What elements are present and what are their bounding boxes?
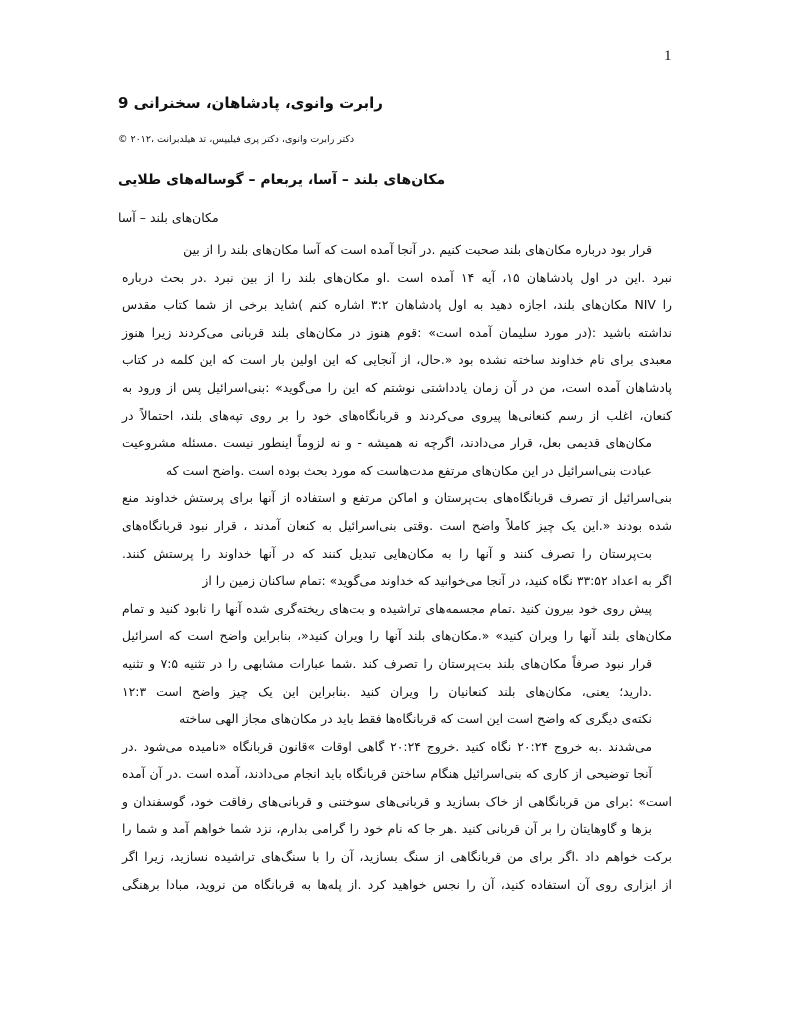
text-line: کنعان، اغلب از رسم کنعانی‌ها پیروی می‌کردند و قربانگاه‌های خود را بر روی تپه‌های بلند، احتمالاً در: [122, 407, 672, 423]
text-line: .دارید؛ یعنی، مکان‌های بلند کنعانیان را ویران کنید .بنابراین این یک چیز واضح است ۱۲:۳: [122, 683, 652, 699]
text-line: آنجا توضیحی از کاری که بنی‌اسرائیل هنگام ساختن قربانگاه باید انجام می‌دادند، آمده است .در آن آمده: [122, 766, 652, 782]
text-line: بزها و گاوهایتان را بر آن قربانی کنید .هر جا که نام خود را گرامی بدارم، نزد شما خواهم آمد و شما را: [122, 821, 652, 837]
page-number: 1: [664, 48, 672, 64]
text-line: می‌شدند .به خروج ۲۰:۲۴ نگاه کنید .خروج ۲۰:۲۴ گاهی اوقات »قانون قربانگاه «نامیده می‌شود .در: [122, 738, 652, 754]
text-line: برکت خواهم داد .اگر برای من قربانگاهی از سنگ بسازید، آن را با سنگ‌های تراشیده نسازید، زیرا اگر: [122, 849, 672, 865]
text-line: اگر به اعداد ۳۳:۵۲ نگاه کنید، در آنجا می‌خوانید که خداوند می‌گوید» :تمام ساکنان زمین را از: [202, 573, 672, 589]
document-title-text: رابرت وانوی، پادشاهان، سخنرانی 9: [118, 94, 383, 112]
text-line: مکان‌های قدیمی بعل، قرار می‌دادند، اگرچه نه همیشه - و نه لزوماً اینطور نیست .مسئله مشروعیت: [122, 435, 652, 451]
text-line: شده بودند «.این یک چیز کاملاً واضح است .وقتی بنی‌اسرائیل به کنعان آمدند ، قرار نبود قربانگاه‌های: [122, 517, 672, 533]
text-line: مکان‌های بلند آنها را ویران کنید» «.مکان‌های بلند آنها را ویران کنید«، بنابراین واضح است که اسرائیل: [122, 628, 672, 644]
document-title: [118, 94, 678, 112]
text-line: بت‌پرستان را تصرف کنند و آنها را به مکان‌هایی تبدیل کنند که در آنها خداوند را پرستش کنند.: [122, 545, 652, 561]
text-line: نبرد .این در اول پادشاهان ۱۵، آیه ۱۴ آمده است .او مکان‌های بلند را از بین نبرد .در بحث درباره: [122, 269, 672, 285]
section-heading: مکان‌های بلند – آسا: [118, 210, 219, 225]
text-line: قرار بود درباره مکان‌های بلند صحبت کنیم .در آنجا آمده است که آسا مکان‌های بلند را از بین: [183, 242, 652, 257]
text-line: پیش روی خود بیرون کنید .تمام مجسمه‌های تراشیده و بت‌های ریخته‌گری شده آنها را نابود کنید و تمام: [122, 600, 652, 616]
copyright-line: دکتر رابرت وانوی، دکتر پری فیلیپس، تد هیلدبرانت ،۲۰۱۲ ©: [118, 134, 355, 145]
text-line: بنی‌اسرائیل از تصرف قربانگاه‌های بت‌پرستان و اماکن مرتفع و استفاده از آنها برای پرستش خداوند منع: [122, 490, 672, 506]
lecture-subtitle: مکان‌های بلند – آسا، یربعام – گوساله‌های طلایی: [118, 172, 446, 188]
text-line: نداشته باشید :(در مورد سلیمان آمده است» :قوم هنوز در مکان‌های بلند قربانی می‌کردند زیرا هنوز: [122, 324, 672, 340]
text-line: است» :برای من قربانگاهی از خاک بسازید و قربانی‌های سوختنی و قربانی‌های رفاقت خود، گوسفندان و: [122, 793, 672, 809]
body-text: [122, 236, 672, 898]
text-line: از ابزاری روی آن استفاده کنید، آن را نجس خواهید کرد .از پله‌ها به قربانگاه من نروید، مبادا برهنگی: [122, 876, 672, 892]
text-line: را NIV مکان‌های بلند، اجازه دهید به اول پادشاهان ۳:۲ اشاره کنم )شاید برخی از شما کتاب مقدس: [122, 297, 673, 313]
text-line: پادشاهان آمده است، من در آن زمان یادداشتی نوشتم که این را می‌گوید» :بنی‌اسرائیل پس از ورود به: [122, 379, 672, 395]
text-line: نکته‌ی دیگری که واضح است این است که قربانگاه‌ها فقط باید در مکان‌های مجاز الهی ساخته: [179, 711, 652, 727]
text-line: قرار نبود صرفاً مکان‌های بلند بت‌پرستان را تصرف کند .شما عبارات مشابهی را در تثنیه ۷:۵ و تثنیه: [122, 655, 652, 671]
text-line: معبدی برای نام خداوند ساخته نشده بود «.حال، از آنجایی که این اولین بار است که این کلمه در کتاب: [122, 352, 672, 368]
text-line: عبادت بنی‌اسرائیل در این مکان‌های مرتفع مدت‌هاست که مورد بحث بوده است .واضح است که: [165, 462, 652, 478]
